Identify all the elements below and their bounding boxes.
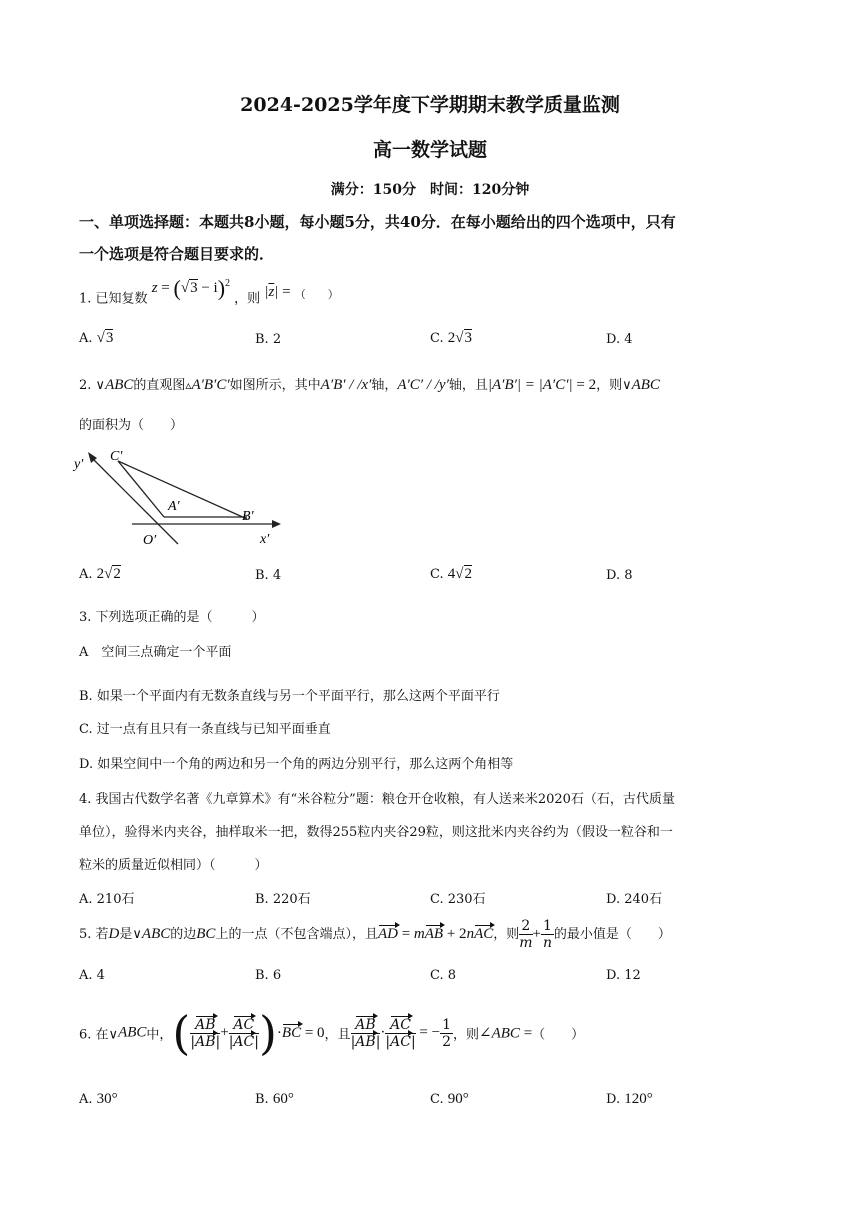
q5-option-d: D. 12 xyxy=(606,968,641,983)
q2-option-c-value: 4√2 xyxy=(447,566,472,582)
q1-modulus: $|\overline{z}|$ = xyxy=(264,284,291,301)
q1-option-a: A. √3 xyxy=(79,330,114,346)
q6-option-b: B. 60° xyxy=(255,1091,294,1107)
q6-one-half: $\frac{1}{2}$ xyxy=(442,1016,452,1050)
label-y-prime: y′ xyxy=(74,457,84,472)
q2-option-c: C. 4√2 xyxy=(430,566,472,582)
question-4-line2: 单位），验得米内夹谷，抽样取米一把，数得255粒内夹谷29粒，则这批米内夹谷约为（假设一粒谷和一 xyxy=(79,825,673,840)
question-6: 6. 在∨ABC中，( $\frac{AB}{|AB|}$ + $\frac{AC}{|AC|}$ )·BC = 0，且 $\frac{AB}{|AB|}$ · $\frac{AC}{|AC|}$ = − $\frac{1}{2}$ ，则∠ABC =（ ） xyxy=(79,1006,585,1060)
q4-option-c: C. 230石 xyxy=(430,892,486,907)
q1-option-c-value: 2√3 xyxy=(447,330,472,346)
q1-option-a-value: √3 xyxy=(96,330,114,346)
q5-option-a: A. 4 xyxy=(79,968,105,983)
subject-title: 高一数学试题 xyxy=(372,139,487,161)
question-4-line3: 粒米的质量近似相同）（ ） xyxy=(79,858,268,873)
q4-option-b: B. 220石 xyxy=(255,892,311,907)
q1-prefix: 1. 已知复数 xyxy=(79,291,148,307)
q1-formula: $z = (√3 - i)^2$ xyxy=(151,276,231,301)
question-1 xyxy=(79,276,339,312)
q1-option-d: D. 4 xyxy=(606,332,633,347)
q6-option-c: C. 90° xyxy=(430,1091,469,1107)
q5-fraction-1-over-n: $\frac{1}{n}$ xyxy=(542,918,552,951)
exam-meta: 满分：150分 时间：120分钟 xyxy=(330,182,530,198)
y-axis xyxy=(93,459,178,544)
q3-option-c: C. 过一点有且只有一条直线与已知平面垂直 xyxy=(79,722,331,737)
q5-option-b: B. 6 xyxy=(255,968,282,983)
label-c-prime: C′ xyxy=(110,449,123,464)
label-b-prime: B′ xyxy=(242,509,254,524)
segment-c-a xyxy=(118,461,164,517)
q2-figure xyxy=(70,448,290,552)
label-x-prime: x′ xyxy=(260,532,270,547)
question-2-line1: 2. ∨ABC的直观图▵A′B′C′如图所示，其中A′B′ / /x′轴，A′C′ / /y′轴，且|A′B′| = |A′C′| = 2，则∨ABC xyxy=(79,377,660,393)
q6-unit-ac: $\frac{AC}{|AC|}$ xyxy=(228,1016,259,1050)
q6-option-d: D. 120° xyxy=(606,1091,653,1107)
question-2-line2: 的面积为（ ） xyxy=(79,418,184,433)
section-heading-line2: 一个选项是符合题目要求的． xyxy=(79,245,275,263)
section-heading-line1: 一、单项选择题：本题共8小题，每小题5分，共40分．在每小题给出的四个选项中，只有 xyxy=(79,213,676,231)
exam-title: 2024-2025学年度下学期期末教学质量监测 xyxy=(240,94,620,116)
q2-option-d: D. 8 xyxy=(606,568,633,583)
q6-option-a: A. 30° xyxy=(79,1091,118,1107)
q2-option-a-value: 2√2 xyxy=(96,566,121,582)
q5-fraction-2-over-m: $\frac{2}{m}$ xyxy=(519,918,533,951)
q1-option-c: C. 2√3 xyxy=(430,330,472,346)
question-4-line1: 4. 我国古代数学名著《九章算术》有“米谷粒分”题：粮仓开仓收粮，有人送来米2020石（石，古代质量 xyxy=(79,792,675,807)
q6-unit-ab: $\frac{AB}{|AB|}$ xyxy=(190,1016,221,1050)
label-o-prime: O′ xyxy=(143,533,157,548)
question-3: 3. 下列选项正确的是（ ） xyxy=(79,610,265,625)
q2-option-a: A. 2√2 xyxy=(79,566,121,582)
segment-c-b xyxy=(118,461,247,519)
q2-option-b: B. 4 xyxy=(255,568,282,583)
q5-option-c: C. 8 xyxy=(430,968,457,983)
q1-blank: （ ） xyxy=(294,288,339,302)
q3-option-d: D. 如果空间中一个角的两边和另一个角的两边分别平行，那么这两个角相等 xyxy=(79,757,514,772)
q4-option-a: A. 210石 xyxy=(79,892,135,907)
q3-option-b: B. 如果一个平面内有无数条直线与另一个平面平行，那么这两个平面平行 xyxy=(79,689,500,704)
q1-mid: ，则 xyxy=(234,291,261,307)
x-axis-arrow xyxy=(272,520,281,528)
question-5: 5. 若D是∨ABC的边BC上的一点（不包含端点），且AD = mAB + 2nAC，则 $\frac{2}{m}$ + $\frac{1}{n}$ 的最小值是（ ） xyxy=(79,918,671,951)
q4-option-d: D. 240石 xyxy=(606,892,663,907)
q6-unit-ab-2: $\frac{AB}{|AB|}$ xyxy=(350,1016,381,1050)
q6-unit-ac-2: $\frac{AC}{|AC|}$ xyxy=(385,1016,416,1050)
label-a-prime: A′ xyxy=(168,499,180,514)
q3-option-a: A 空间三点确定一个平面 xyxy=(79,645,232,660)
q1-option-b: B. 2 xyxy=(255,332,282,347)
